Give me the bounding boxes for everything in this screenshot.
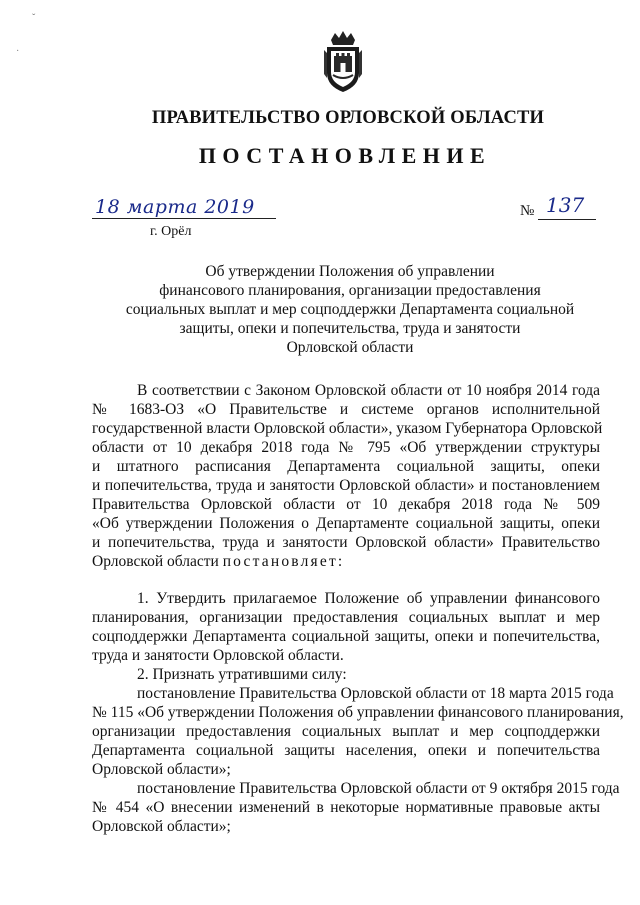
title-line: социальных выплат и мер соцподдержки Департамента социальной <box>125 301 575 318</box>
decree-verb: постановляет: <box>222 553 345 570</box>
text-line: постановление Правительства Орловской области от 18 марта 2015 года <box>137 685 614 702</box>
title-line: финансового планирования, организации предоставления <box>159 282 541 299</box>
text-line: планирования, организации предоставления социальных выплат и мер <box>92 609 600 626</box>
title-line: защиты, опеки и попечительства, труда и занятости <box>179 320 521 337</box>
number-underline <box>538 219 596 220</box>
text-line: Департамента социальной защиты населения, опеки и попечительства <box>92 742 600 759</box>
text-line: труда и занятости Орловской области. <box>92 647 344 664</box>
text-line: и штатного расписания Департамента социальной защиты, опеки <box>92 458 600 475</box>
text-line: области от 10 декабря 2018 года № 795 «Об утверждении структуры <box>92 439 600 456</box>
coat-of-arms-emblem <box>322 30 364 94</box>
text-line: Орловской области»; <box>92 818 231 835</box>
text-line: и попечительства, труда и занятости Орловской области» Правительство <box>92 534 600 551</box>
text-line <box>92 552 600 571</box>
text-line: № 1683-ОЗ «О Правительстве и системе органов исполнительной <box>92 401 600 418</box>
scan-mark: ˇ <box>32 13 36 24</box>
title-line: Об утверждении Положения об управлении <box>205 263 495 280</box>
text-line: 1. Утвердить прилагаемое Положение об управлении финансового <box>137 590 600 607</box>
text-line: государственной власти Орловской области», указом Губернатора Орловской <box>92 420 603 437</box>
number-label: № <box>520 203 535 219</box>
text-line: и попечительства, труда и занятости Орловской области» и постановлением <box>92 477 600 494</box>
text-line: № 454 «О внесении изменений в некоторые нормативные правовые акты <box>92 799 600 816</box>
item-2-heading: 2. Признать утратившими силу: <box>137 666 347 683</box>
government-name: ПРАВИТЕЛЬСТВО ОРЛОВСКОЙ ОБЛАСТИ <box>151 108 545 128</box>
item-2a-paragraph <box>92 684 624 779</box>
city: г. Орёл <box>150 224 192 239</box>
scan-mark: · <box>16 46 20 57</box>
text-line: Правительства Орловской области от 10 декабря 2018 года № 509 <box>92 496 600 513</box>
text-line: Орловской области»; <box>92 761 231 778</box>
preamble-paragraph <box>92 381 603 571</box>
text-line: В соответствии с Законом Орловской области от 10 ноября 2014 года <box>137 382 600 399</box>
preamble-last-text: Орловской области <box>92 553 223 570</box>
text-line: № 115 «Об утверждении Положения об управлении финансового планирования, <box>92 704 624 721</box>
item-2b-paragraph <box>92 779 620 836</box>
document-type: ПОСТАНОВЛЕНИЕ <box>198 143 492 168</box>
item-1-paragraph <box>92 589 600 665</box>
document-body <box>92 381 624 836</box>
handwritten-number: 137 <box>546 193 585 217</box>
handwritten-date: 18 марта 2019 <box>95 196 255 218</box>
text-line: «Об утверждении Положения о Департаменте социальной защиты, опеки <box>92 515 600 532</box>
text-line: организации предоставления социальных выплат и мер соцподдержки <box>92 723 600 740</box>
text-line: постановление Правительства Орловской области от 9 октября 2015 года <box>137 780 620 797</box>
document-title <box>120 262 580 357</box>
text-line: соцподдержки Департамента социальной защиты, опеки и попечительства, <box>92 628 600 645</box>
title-line: Орловской области <box>286 339 414 356</box>
date-underline <box>92 218 276 219</box>
